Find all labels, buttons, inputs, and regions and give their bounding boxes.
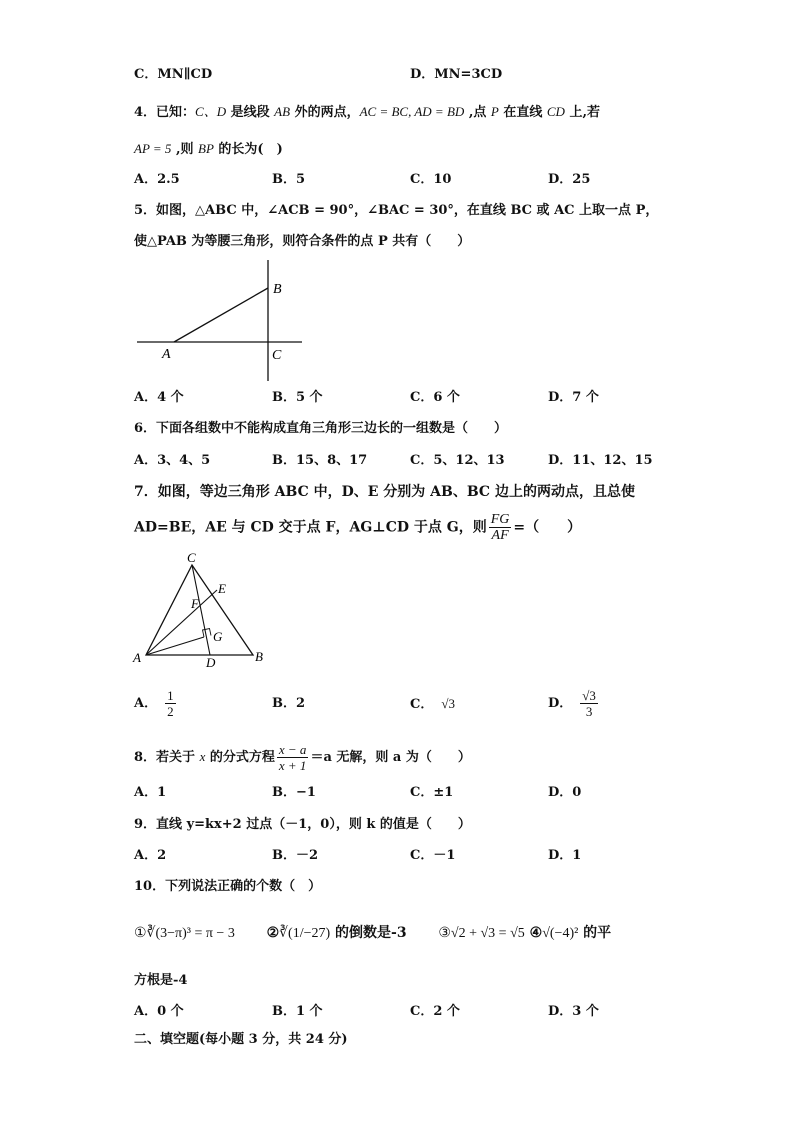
q6-option-c: C．5、12、13 xyxy=(410,453,505,468)
section-heading: 二、填空题(每小题 3 分，共 24 分) xyxy=(134,1032,348,1047)
question-4-line2: AP = 5 ,则 BP 的长为( ) xyxy=(134,141,283,157)
q8-option-a: A．1 xyxy=(134,785,167,800)
q10-option-a: A．0 个 xyxy=(134,1004,184,1019)
q7-option-c: C． √3 xyxy=(410,696,455,712)
question-7-line2: AD=BE，AE 与 CD 交于点 F，AG⊥CD 于点 G，则 $\frac{FG}{AF}$ =（ ） xyxy=(134,512,582,543)
q4-option-c: C．10 xyxy=(410,172,452,187)
label-a: A xyxy=(133,650,141,665)
question-10: 10．下列说法正确的个数（ ） xyxy=(134,879,322,894)
label-a: A xyxy=(162,347,171,362)
option-d: D．MN=3CD xyxy=(410,67,503,82)
q7-option-b: B．2 xyxy=(272,696,306,711)
q7-option-a: A． $\frac{1}{2}$ xyxy=(134,688,174,719)
q7-figure xyxy=(128,550,273,670)
question-7-line1: 7．如图，等边三角形 ABC 中，D、E 分别为 AB、BC 边上的两动点，且总使 xyxy=(134,484,635,500)
q4-option-d: D．25 xyxy=(548,172,591,187)
line-ab xyxy=(174,288,268,342)
label-g: G xyxy=(213,629,223,644)
q9-option-d: D．1 xyxy=(548,848,582,863)
q4-option-a: A．2.5 xyxy=(134,172,180,187)
question-5-line2: 使△PAB 为等腰三角形，则符合条件的点 P 共有（ ） xyxy=(134,234,471,249)
q9-option-b: B．－2 xyxy=(272,848,319,863)
q10-item-2: ②∛(1/−27) 的倒数是-3 xyxy=(266,925,407,941)
q10-item-1: ①∛(3−π)³ = π − 3 xyxy=(134,926,235,941)
q9-option-a: A．2 xyxy=(134,848,167,863)
question-6: 6．下面各组数中不能构成直角三角形三边长的一组数是（ ） xyxy=(134,421,508,436)
q8-option-c: C．±1 xyxy=(410,785,454,800)
q10-line3: 方根是-4 xyxy=(134,973,188,988)
label-d: D xyxy=(206,655,216,670)
question-9: 9．直线 y=kx+2 过点（－1，0），则 k 的值是（ ） xyxy=(134,817,471,832)
q5-option-b: B．5 个 xyxy=(272,390,323,405)
triangle-abc xyxy=(146,565,253,655)
q10-statements xyxy=(134,924,611,943)
q10-option-d: D．3 个 xyxy=(548,1004,599,1019)
q10-option-c: C．2 个 xyxy=(410,1004,460,1019)
q6-option-a: A．3、4、5 xyxy=(134,453,211,468)
q4-option-b: B．5 xyxy=(272,172,306,187)
label-e: E xyxy=(218,581,226,596)
q6-option-b: B．15、8、17 xyxy=(272,453,368,468)
q5-option-d: D．7 个 xyxy=(548,390,599,405)
label-c: C xyxy=(272,348,282,363)
label-b: B xyxy=(255,649,263,664)
q9-option-c: C．－1 xyxy=(410,848,456,863)
label-c: C xyxy=(187,550,196,565)
segment-ae xyxy=(146,590,217,655)
right-angle-mark xyxy=(203,629,212,638)
q5-option-a: A．4 个 xyxy=(134,390,184,405)
question-8: 8．若关于 x 的分式方程 $\frac{x - a}{x + 1}$ ＝a 无解，则 a 为（ ） xyxy=(134,742,471,773)
q5-option-c: C．6 个 xyxy=(410,390,460,405)
q8-option-d: D．0 xyxy=(548,785,582,800)
q10-item-3: ③√2 + √3 = √5 xyxy=(438,926,525,941)
q6-option-d: D．11、12、15 xyxy=(548,453,653,468)
q8-option-b: B．−1 xyxy=(272,785,316,800)
segment-ag xyxy=(146,637,204,655)
q5-figure xyxy=(130,255,310,385)
question-4-line1: 4．已知：C、D 是线段 AB 外的两点，AC = BC, AD = BD ,点 P 在直线 CD 上,若 xyxy=(134,104,601,120)
q7-option-d: D． $\frac{√3}{3}$ xyxy=(548,688,596,719)
question-5-line1: 5．如图，△ABC 中，∠ACB = 90°，∠BAC = 30°，在直线 BC 或 AC 上取一点 P， xyxy=(134,203,659,218)
q10-item-4: ④√(−4)² 的平 xyxy=(529,925,612,941)
label-f: F xyxy=(191,596,199,611)
q10-option-b: B．1 个 xyxy=(272,1004,323,1019)
label-b: B xyxy=(273,282,282,297)
option-c: C．MN∥CD xyxy=(134,67,213,82)
